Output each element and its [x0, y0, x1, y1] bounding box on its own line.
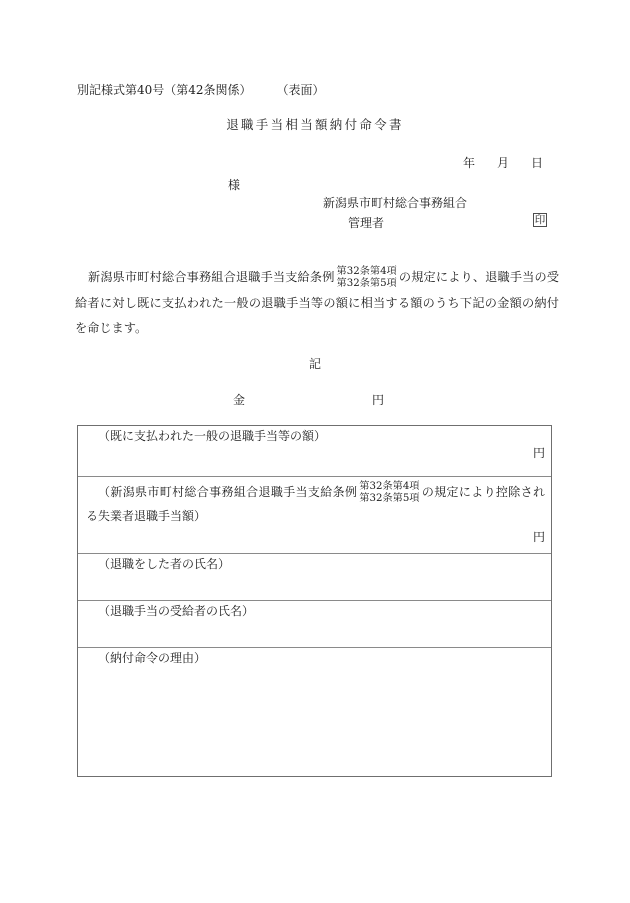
table-row-paid-retirement-allowance [78, 426, 551, 476]
clause-bottom: 第32条第5項 [336, 277, 397, 289]
row1-unit: 円 [532, 446, 545, 460]
row2-text-after-clause: の規定により控除される失業者退職手当額） [86, 485, 545, 523]
row2-text-before-clause: （新潟県市町村総合事務組合退職手当支給条例 [98, 485, 358, 499]
day-label: 日 [531, 156, 544, 170]
row1-label: （既に支払われた一般の退職手当等の額） [98, 429, 327, 443]
year-label: 年 [463, 156, 476, 170]
table-row-retired-person-name [78, 553, 551, 600]
clause-stack [335, 266, 399, 289]
row2-clause-stack [357, 481, 421, 504]
table-row-deducted-unemployment-allowance [78, 476, 551, 553]
seal-stamp-icon: 印 [534, 214, 546, 226]
table-row-payment-order-reason [78, 647, 551, 776]
issuer-title: 管理者 [348, 216, 385, 230]
amount-prefix: 金 [233, 393, 246, 407]
row2-clause-top: 第32条第4項 [359, 481, 420, 492]
body-paragraph [75, 265, 559, 342]
form-header-line [77, 81, 325, 98]
date-line [463, 154, 543, 171]
clause-top: 第32条第4項 [336, 266, 397, 277]
record-mark: 記 [308, 357, 321, 371]
addressee-suffix: 様 [228, 178, 241, 192]
row2-unit: 円 [532, 530, 545, 544]
body-text-after-clause: の規定により、退職手当の受給者に対し既に支払われた一般の退職手当等の額に相当する額のうち下記の金額の納付を命じます。 [75, 270, 560, 335]
row2-text [86, 480, 545, 528]
form-number: 別記様式第40号（第42条関係） [77, 83, 252, 97]
month-label: 月 [497, 156, 510, 170]
row2-clause-bottom: 第32条第5項 [359, 492, 420, 504]
amount-unit: 円 [372, 393, 385, 407]
row5-label: （納付命令の理由） [98, 651, 207, 665]
side-label: （表面） [276, 83, 325, 97]
organization-name: 新潟県市町村総合事務組合 [323, 196, 468, 210]
row4-label: （退職手当の受給者の氏名） [98, 604, 255, 618]
body-text-before-clause: 新潟県市町村総合事務組合退職手当支給条例 [88, 270, 335, 284]
form-table [77, 425, 552, 777]
row3-label: （退職をした者の氏名） [98, 557, 231, 571]
table-row-recipient-name [78, 600, 551, 647]
document-title: 退職手当相当額納付命令書 [226, 117, 404, 132]
